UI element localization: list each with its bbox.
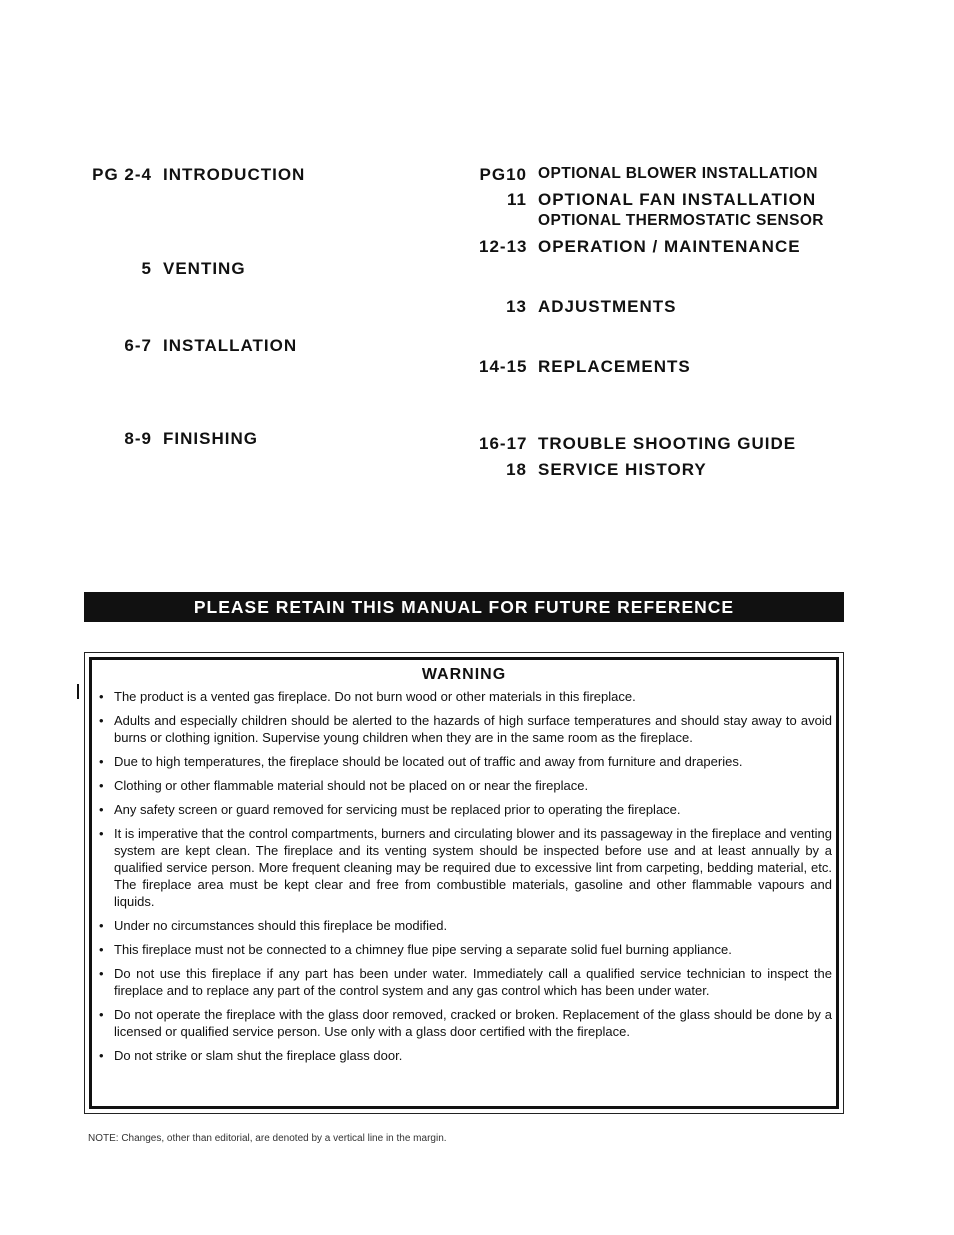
toc-title: OPERATION / MAINTENANCE — [538, 237, 801, 256]
toc-page-number: 13 — [506, 297, 527, 316]
toc-title: INSTALLATION — [163, 336, 298, 355]
toc-page-number: 11 — [507, 190, 527, 209]
toc-entry-finishing — [86, 429, 258, 449]
bullet: • — [99, 713, 104, 728]
toc-entry-trouble-shooting — [479, 434, 797, 454]
toc-entry-venting — [86, 259, 246, 279]
warning-item-text: Clothing or other flammable material should not be placed on or near the fireplace. — [114, 778, 589, 793]
bullet: • — [99, 778, 104, 793]
toc-page-number: 18 — [506, 460, 527, 479]
warning-item-text: Do not operate the fireplace with the glass door removed, cracked or broken. Replacement of the glass should be done by a licensed or qualified service person. Use only with a glass door certified with the fireplace. — [114, 1007, 832, 1039]
warning-title: WARNING — [421, 666, 507, 683]
bullet: • — [99, 1048, 104, 1063]
revision-note: NOTE: Changes, other than editorial, are denoted by a vertical line in the margin. — [88, 1133, 447, 1144]
toc-page-number: 14-15 — [479, 357, 528, 376]
toc-entry-optional-blower — [479, 165, 818, 185]
bullet: • — [99, 1007, 104, 1022]
bullet: • — [99, 942, 104, 957]
bullet: • — [99, 754, 104, 769]
toc-page-number: PG10 — [479, 165, 527, 184]
toc-entry-adjustments — [479, 297, 677, 317]
bullet: • — [99, 689, 104, 704]
toc-title: VENTING — [163, 259, 246, 278]
bullet: • — [99, 918, 104, 933]
toc-entry-installation — [86, 336, 298, 356]
warning-item — [96, 712, 832, 746]
warning-item — [96, 941, 832, 958]
bullet: • — [99, 966, 104, 981]
warning-item-text: It is imperative that the control compartments, burners and circulating blower and its passageway in the fireplace and venting system are kept clean. The fireplace and its venting system should be inspected before use and at least annually by a qualified service person. More frequent cleaning may be required due to excessive lint from carpeting, bedding material, etc. The fireplace area must be kept clear and free from combustible materials, gasoline and other flammable vapours and liquids. — [114, 826, 832, 909]
toc-subtitle-thermostatic-sensor: OPTIONAL THERMOSTATIC SENSOR — [538, 212, 824, 229]
warning-item — [96, 825, 832, 910]
warning-item-text: The product is a vented gas fireplace. Do not burn wood or other materials in this fireplace. — [114, 689, 636, 704]
warning-item-text: This fireplace must not be connected to a chimney flue pipe serving a separate solid fuel burning appliance. — [114, 942, 732, 957]
toc-entry-optional-fan — [479, 190, 817, 210]
warning-box — [84, 652, 844, 1114]
toc-title: OPTIONAL FAN INSTALLATION — [538, 190, 817, 209]
warning-list — [96, 688, 832, 1071]
toc-title: TROUBLE SHOOTING GUIDE — [538, 434, 797, 453]
retain-manual-banner: PLEASE RETAIN THIS MANUAL FOR FUTURE REFERENCE — [84, 592, 844, 622]
warning-item-text: Under no circumstances should this fireplace be modified. — [114, 918, 448, 933]
warning-item-text: Any safety screen or guard removed for servicing must be replaced prior to operating the fireplace. — [114, 802, 681, 817]
warning-item — [96, 753, 832, 770]
warning-item-text: Do not use this fireplace if any part has been under water. Immediately call a qualified service technician to inspect the fireplace and to replace any part of the control system and any gas control which has been under water. — [114, 966, 832, 998]
bullet: • — [99, 802, 104, 817]
toc-title: SERVICE HISTORY — [538, 460, 707, 479]
toc-page-number: 16-17 — [479, 434, 528, 453]
toc-page-number: 12-13 — [479, 237, 528, 256]
warning-item — [96, 801, 832, 818]
toc-entry-service-history — [479, 460, 707, 480]
warning-item — [96, 965, 832, 999]
warning-box-inner-border — [89, 657, 839, 1109]
bullet: • — [99, 826, 104, 841]
toc-page-number: 8-9 — [124, 429, 152, 448]
warning-item — [96, 777, 832, 794]
warning-item — [96, 917, 832, 934]
warning-item — [96, 688, 832, 705]
warning-item-text: Do not strike or slam shut the fireplace glass door. — [114, 1048, 403, 1063]
toc-title: ADJUSTMENTS — [538, 297, 677, 316]
toc-title: OPTIONAL BLOWER INSTALLATION — [538, 165, 818, 182]
toc-entry-replacements — [479, 357, 691, 377]
toc-page-number: PG 2-4 — [92, 165, 152, 184]
toc-title: INTRODUCTION — [163, 165, 306, 184]
toc-title: REPLACEMENTS — [538, 357, 691, 376]
warning-item-text: Adults and especially children should be alerted to the hazards of high surface temperatures and should stay away to avoid burns or clothing ignition. Supervise young children when they are in the same room as the fireplace. — [114, 713, 832, 745]
revision-change-bar — [77, 684, 79, 699]
warning-item — [96, 1006, 832, 1040]
toc-page-number: 5 — [141, 259, 152, 278]
toc-entry-introduction — [86, 165, 306, 185]
warning-item — [96, 1047, 832, 1064]
toc-title: FINISHING — [163, 429, 258, 448]
toc-page-number: 6-7 — [124, 336, 152, 355]
warning-item-text: Due to high temperatures, the fireplace should be located out of traffic and away from furniture and draperies. — [114, 754, 743, 769]
toc-entry-operation-maintenance — [479, 237, 801, 257]
